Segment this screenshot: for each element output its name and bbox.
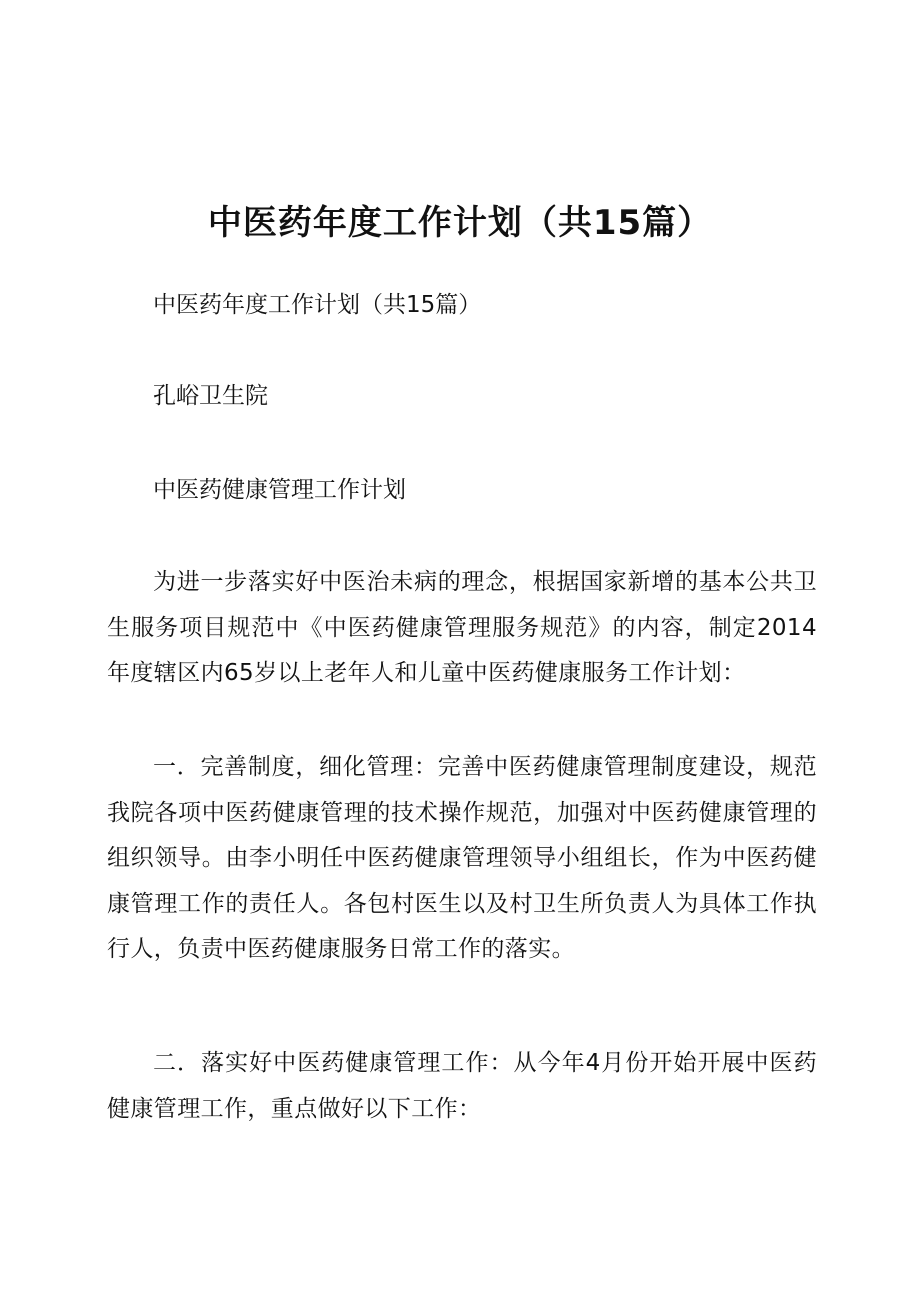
paragraph-intro: 为进一步落实好中医治未病的理念，根据国家新增的基本公共卫生服务项目规范中《中医药健康管理服务规范》的内容，制定2014年度辖区内65岁以上老年人和儿童中医药健康服务工作计划： — [107, 569, 817, 687]
organization-name: 孔峪卫生院 — [153, 383, 268, 409]
document-title: 中医药年度工作计划（共15篇） — [207, 202, 713, 243]
section-heading: 中医药健康管理工作计划 — [153, 477, 406, 503]
paragraph-item-one: 一．完善制度，细化管理：完善中医药健康管理制度建设，规范我院各项中医药健康管理的技术操作规范，加强对中医药健康管理的组织领导。由李小明任中医药健康管理领导小组组长，作为中医药健康管理工作的责任人。各包村医生以及村卫生所负责人为具体工作执行人，负责中医药健康服务日常工作的落实。 — [107, 754, 817, 963]
document-subtitle: 中医药年度工作计划（共15篇） — [153, 292, 482, 318]
paragraph-item-two: 二．落实好中医药健康管理工作：从今年4月份开始开展中医药健康管理工作，重点做好以下工作： — [107, 1050, 817, 1122]
